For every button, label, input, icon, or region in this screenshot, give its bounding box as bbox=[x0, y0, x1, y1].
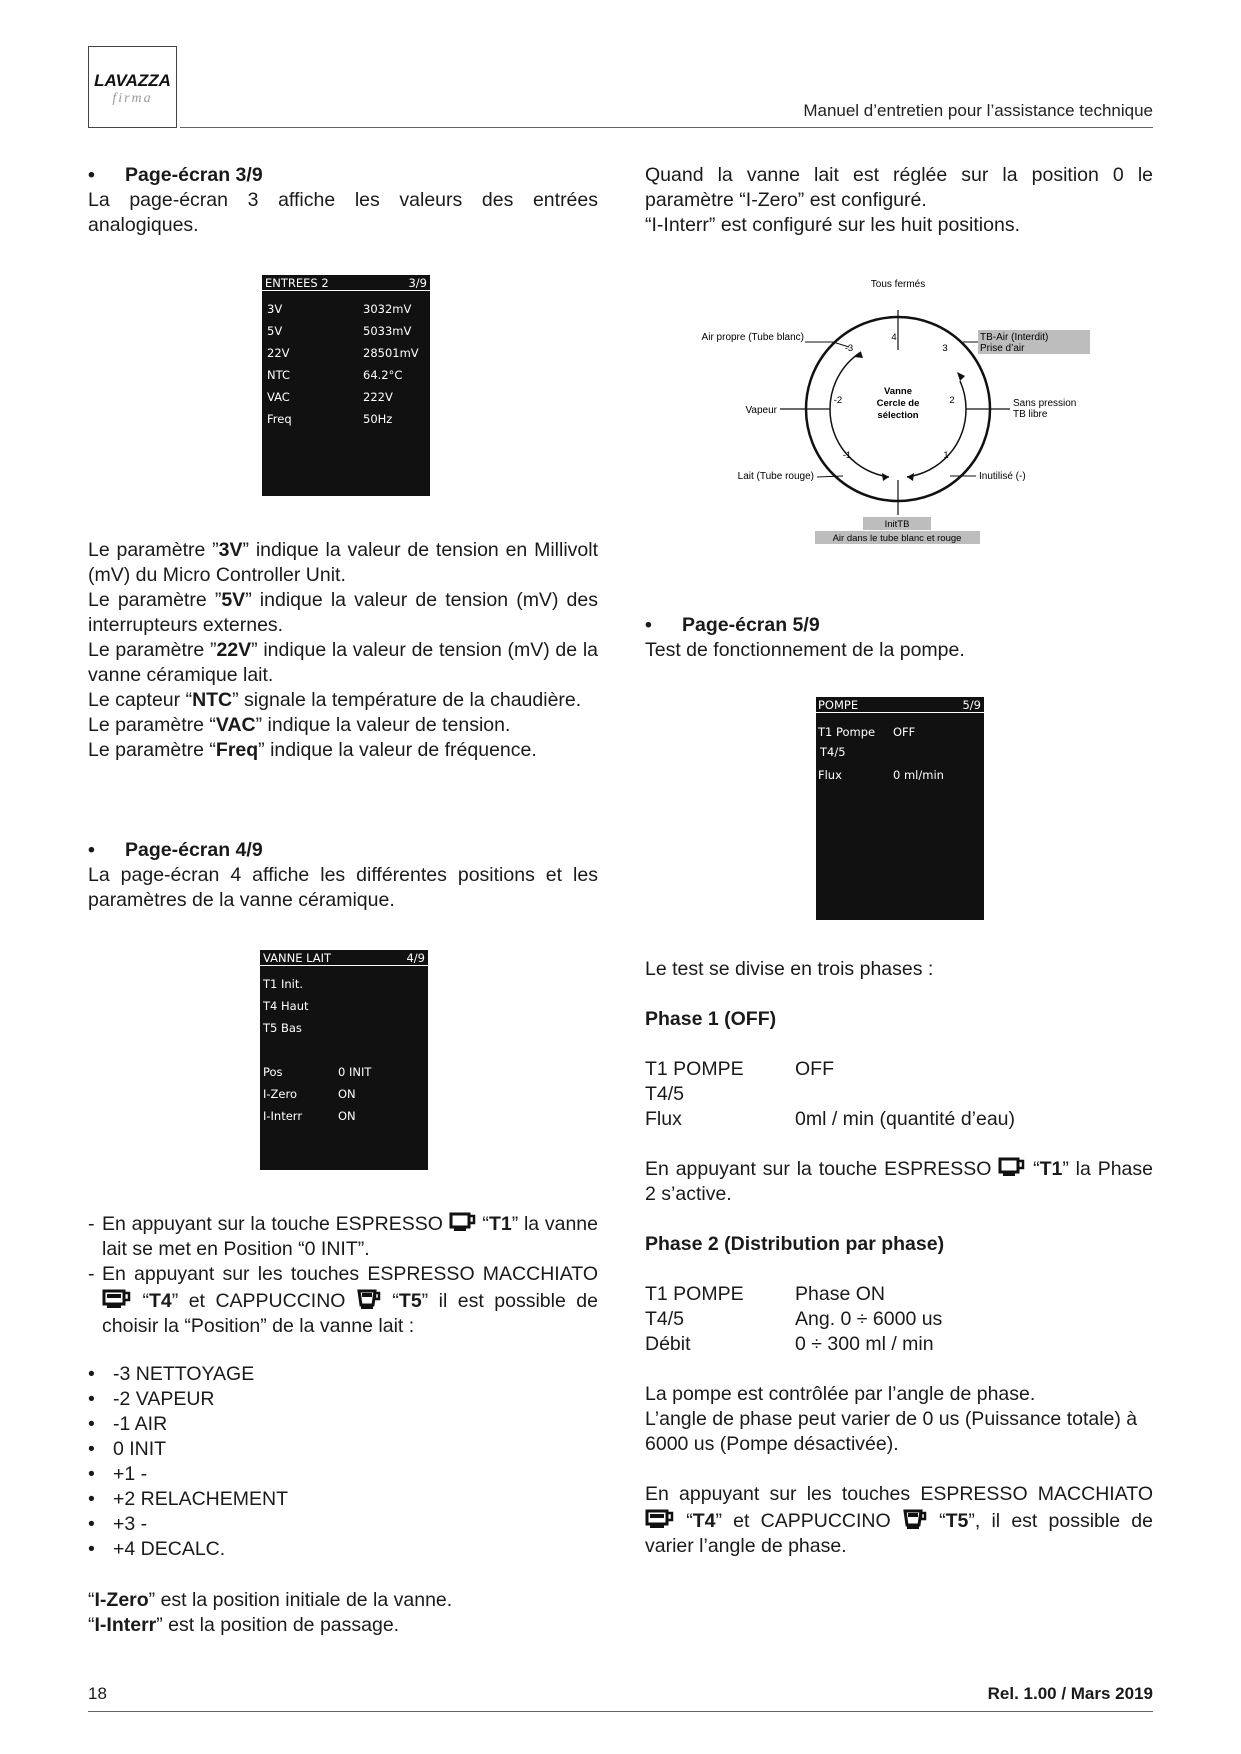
label-tb-air: TB-Air (Interdit) bbox=[980, 332, 1049, 343]
phase-1-title: Phase 1 (OFF) bbox=[645, 1008, 777, 1030]
espresso-cup-icon bbox=[449, 1212, 477, 1234]
list-item: • -1 AIR bbox=[88, 1413, 168, 1435]
position-number: 4 bbox=[891, 332, 897, 343]
phase-2-table bbox=[645, 1282, 1153, 1357]
position-number: 3 bbox=[942, 343, 948, 354]
phases-intro: Le test se divise en trois phases : bbox=[645, 958, 934, 980]
screen-row-label: Pos bbox=[263, 1065, 283, 1079]
param-line: Le paramètre ”5V” indique la valeur de tension (mV) des interrupteurs externes. bbox=[88, 589, 599, 636]
screen-row-label: I-Interr bbox=[263, 1109, 303, 1123]
label-sans-pression: Sans pression bbox=[1013, 398, 1077, 409]
table-row: Débit 0 ÷ 300 ml / min bbox=[645, 1333, 934, 1355]
bullet: • bbox=[88, 164, 95, 186]
screen-entrees bbox=[262, 275, 430, 496]
instruction-item: - En appuyant sur les touches ESPRESSO MACCHIATO “T4” et CAPPUCCINO “T5” il est possible de choisir la “Position” de la vanne lait : bbox=[88, 1263, 598, 1337]
paragraph: La pompe est contrôlée par l’angle de phase. bbox=[645, 1383, 1036, 1405]
section-heading: Page-écran 4/9 bbox=[125, 839, 263, 861]
label-tous-fermes: Tous fermés bbox=[870, 279, 926, 290]
bullet: • bbox=[645, 614, 652, 636]
position-number: -3 bbox=[844, 343, 854, 354]
screen-row-label: 5V bbox=[267, 324, 283, 338]
table-row: T1 POMPE OFF bbox=[645, 1058, 834, 1080]
screen-row-label: T4/5 bbox=[820, 745, 846, 759]
screen-page: 3/9 bbox=[408, 276, 427, 290]
manual-title: Manuel d’entretien pour l’assistance technique bbox=[803, 101, 1153, 120]
screen-row-label: 3V bbox=[267, 302, 283, 316]
section-heading: Page-écran 5/9 bbox=[682, 614, 820, 636]
list-item: • -3 NETTOYAGE bbox=[88, 1363, 255, 1385]
screen-vanne-lait bbox=[260, 950, 428, 1170]
screen-row-label: Freq bbox=[267, 412, 292, 426]
position-number: 1 bbox=[943, 450, 949, 461]
position-number: 2 bbox=[949, 395, 955, 406]
izero-iinterr-notes bbox=[88, 1588, 598, 1638]
phase-2-keys-note: En appuyant sur les touches ESPRESSO MACCHIATO “T4” et CAPPUCCINO “T5”, il est possible de varier l’angle de phase. bbox=[645, 1483, 1153, 1557]
cappuccino-cup-icon bbox=[902, 1507, 928, 1531]
label-inutilise: Inutilisé (-) bbox=[979, 471, 1026, 482]
screen-page: 4/9 bbox=[406, 951, 425, 965]
list-item: • -2 VAPEUR bbox=[88, 1388, 215, 1410]
list-item: • +2 RELACHEMENT bbox=[88, 1488, 289, 1510]
param-line: Le capteur “NTC” signale la température de la chaudière. bbox=[88, 689, 582, 711]
param-line: Le paramètre “Freq” indique la valeur de fréquence. bbox=[88, 739, 537, 761]
screen-key-line: T5 Bas bbox=[263, 1021, 302, 1035]
label-tb-libre: TB libre bbox=[1013, 409, 1048, 420]
label-air-dans-tube: Air dans le tube blanc et rouge bbox=[832, 533, 962, 544]
section-3-intro bbox=[88, 163, 598, 238]
screen-title: VANNE LAIT bbox=[263, 951, 332, 965]
section-heading: Page-écran 3/9 bbox=[125, 164, 263, 186]
screen-key-line: T4 Haut bbox=[263, 999, 309, 1013]
list-item: • +4 DECALC. bbox=[88, 1538, 226, 1560]
screen-row-label: Flux bbox=[818, 768, 842, 782]
section-text: La page-écran 3 affiche les valeurs des entrées analogiques. bbox=[88, 189, 598, 236]
screen-page: 5/9 bbox=[962, 698, 981, 712]
param-line: Le paramètre ”3V” indique la valeur de tension en Millivolt (mV) du Micro Controller Unit. bbox=[88, 539, 598, 586]
vanne-intro bbox=[645, 163, 1153, 238]
phase-2-title: Phase 2 (Distribution par phase) bbox=[645, 1233, 945, 1255]
note-line: “I-Interr” est la position de passage. bbox=[88, 1614, 400, 1636]
screen-row-value: ON bbox=[338, 1087, 356, 1101]
screen-row-value: 0 INIT bbox=[338, 1065, 372, 1079]
logo-wordmark: LAVAZZA bbox=[94, 71, 171, 90]
instruction-item: - En appuyant sur la touche ESPRESSO “T1” la vanne lait se met en Position “0 INIT”. bbox=[88, 1213, 598, 1260]
screen-title: POMPE bbox=[818, 698, 859, 712]
label-lait: Lait (Tube rouge) bbox=[737, 471, 814, 482]
screen-row-label: NTC bbox=[267, 368, 290, 382]
screen-row-value: 222V bbox=[363, 390, 393, 404]
label-prise-air: Prise d’air bbox=[980, 343, 1025, 354]
phase-1-note: En appuyant sur la touche ESPRESSO “T1” la Phase 2 s’active. bbox=[645, 1158, 1153, 1205]
cappuccino-cup-icon bbox=[356, 1287, 382, 1311]
label-inittb: InitTB bbox=[884, 519, 910, 530]
table-row: T4/5 bbox=[645, 1083, 685, 1105]
params-description bbox=[88, 538, 598, 763]
screen-row-value: ON bbox=[338, 1109, 356, 1123]
section-4-intro bbox=[88, 838, 598, 913]
position-number: -2 bbox=[833, 395, 843, 406]
list-item: • 0 INIT bbox=[88, 1438, 167, 1460]
intro-text: “I-Interr” est configuré sur les huit positions. bbox=[645, 214, 1020, 236]
valve-selection-diagram bbox=[640, 270, 1120, 560]
table-row: Flux 0ml / min (quantité d’eau) bbox=[645, 1108, 1016, 1130]
screen-row-value: 5033mV bbox=[363, 324, 412, 338]
espresso-cup-icon bbox=[998, 1157, 1026, 1179]
param-line: Le paramètre ”22V” indique la valeur de tension (mV) de la vanne céramique lait. bbox=[88, 639, 598, 686]
screen-header bbox=[816, 697, 984, 713]
section-text: Test de fonctionnement de la pompe. bbox=[645, 639, 965, 661]
section-text: La page-écran 4 affiche les différentes positions et les paramètres de la vanne céramique. bbox=[88, 864, 598, 911]
screen-row-value: OFF bbox=[893, 725, 916, 739]
screen-pompe bbox=[816, 697, 984, 920]
phase-1-table bbox=[645, 1057, 1153, 1132]
table-row: T1 POMPE Phase ON bbox=[645, 1283, 885, 1305]
screen-row-value: 3032mV bbox=[363, 302, 412, 316]
screen-row-label: 22V bbox=[267, 346, 290, 360]
screen-title: ENTREES 2 bbox=[265, 276, 329, 290]
screen-row-label: T1 Pompe bbox=[818, 725, 876, 739]
screen-row-value: 50Hz bbox=[363, 412, 393, 426]
center-label: sélection bbox=[877, 410, 919, 421]
list-item: • +3 - bbox=[88, 1513, 148, 1535]
page-number: 18 bbox=[88, 1684, 107, 1703]
label-vapeur: Vapeur bbox=[745, 405, 777, 416]
footer-divider bbox=[88, 1711, 1153, 1712]
screen-row-label: I-Zero bbox=[263, 1087, 298, 1101]
note-line: “I-Zero” est la position initiale de la vanne. bbox=[88, 1589, 453, 1611]
screen-header bbox=[262, 275, 430, 291]
screen-row-value: 64.2°C bbox=[363, 368, 403, 382]
screen-row-value: 28501mV bbox=[363, 346, 419, 360]
section-5-intro bbox=[645, 613, 1153, 663]
espresso-macchiato-icon bbox=[645, 1509, 675, 1531]
screen-row-label: VAC bbox=[267, 390, 290, 404]
paragraph: L’angle de phase peut varier de 0 us (Puissance totale) à 6000 us (Pompe désactivée). bbox=[645, 1408, 1138, 1455]
list-item: • +1 - bbox=[88, 1463, 148, 1485]
intro-text: Quand la vanne lait est réglée sur la position 0 le paramètre “I-Zero” est configuré. bbox=[645, 164, 1153, 211]
label-air-propre: Air propre (Tube blanc) bbox=[701, 332, 804, 343]
positions-list bbox=[88, 1362, 488, 1562]
center-label: Cercle de bbox=[876, 398, 920, 409]
bullet: • bbox=[88, 839, 95, 861]
header-divider bbox=[180, 127, 1153, 128]
screen-header bbox=[260, 950, 428, 966]
espresso-macchiato-icon bbox=[102, 1289, 132, 1311]
screen-key-line: T1 Init. bbox=[263, 977, 304, 991]
param-line: Le paramètre “VAC” indique la valeur de tension. bbox=[88, 714, 511, 736]
table-row: T4/5 Ang. 0 ÷ 6000 us bbox=[645, 1308, 943, 1330]
key-instructions bbox=[88, 1212, 598, 1339]
center-label: Vanne bbox=[884, 386, 912, 397]
phase-2-text bbox=[645, 1382, 1153, 1457]
screen-row-value: 0 ml/min bbox=[893, 768, 944, 782]
lavazza-logo bbox=[88, 46, 177, 128]
position-number: -1 bbox=[842, 450, 852, 461]
logo-subtitle: firma bbox=[112, 91, 153, 106]
release-info: Rel. 1.00 / Mars 2019 bbox=[987, 1684, 1153, 1703]
